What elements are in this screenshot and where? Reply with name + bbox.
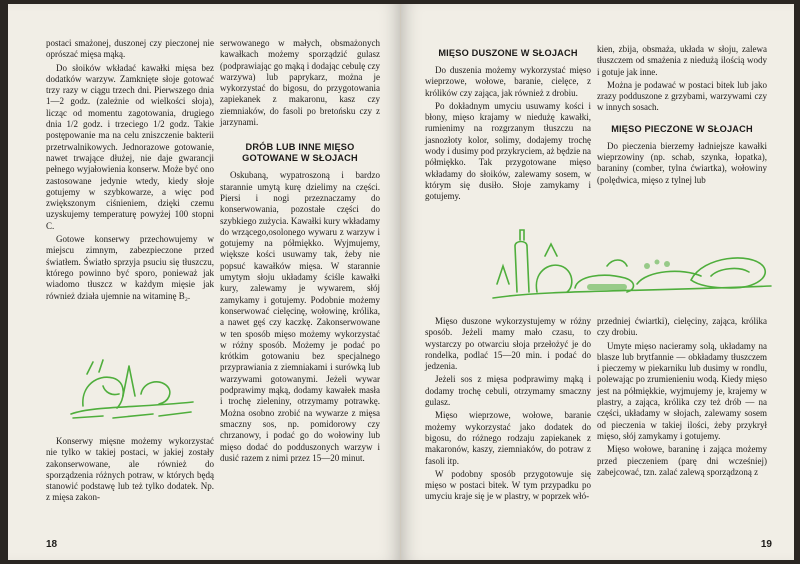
paragraph: Do słoików wkładać kawałki mięsa bez dodatków warzyw. Zamknięte słoje gotować trzy razy w ciągu trzech dni. Pierwszego dnia 1—2 godz. (zależnie od wielkości słoja), licząc od momentu zagotowania, drugiego dnia 1/2 godz. i trzeciego 1/2 godz. Takie postępowanie ma na celu zniszczenie bakterii przetrwalnikowych. Jednorazowe gotowanie, nawet trwające dłużej, nie daje gwarancji pełnego wyjałowienia konserw. Może być ono zastosowane jedynie wtedy, kiedy słoje gotujemy w szybkowarze, a więc pod zwiększonym ciśnieniem, dzięki czemu uzyskujemy temperaturę powyżej 100 stopni C. bbox=[46, 62, 214, 231]
section-heading: DRÓB LUB INNE MIĘSO GOTOWANE W SŁOJACH bbox=[242, 142, 358, 164]
right-page-column-1 bbox=[425, 44, 591, 205]
left-page bbox=[8, 4, 401, 560]
paragraph: Konserwy mięsne możemy wykorzystać nie tylko w takiej postaci, w jakiej zostały zakonserwowane, ale również do sporządzenia różnych potraw, w których będą stanowić podstawę lub też tylko dodatek. Np. z mięsa zakon- bbox=[46, 436, 214, 503]
paragraph: Można je podawać w postaci bitek lub jako zrazy podduszone z grzybami, warzywami czy w innych sosach. bbox=[597, 79, 767, 113]
paragraph: kien, zbija, obsmaża, układa w słoju, zalewa tłuszczem od smażenia z niedużą ilością wody i gotuje jak inne. bbox=[597, 44, 767, 77]
paragraph: postaci smażonej, duszonej czy pieczonej nie oprószać mięsa mąką. bbox=[46, 38, 214, 60]
paragraph: Mięso wołowe, baraninę i zająca możemy przed pieczeniem (parę dni wcześniej) zabejcować, tzn. zalać zalewą sporządzoną z bbox=[597, 444, 767, 477]
green-sketch-picnic-food-icon bbox=[487, 226, 777, 310]
paragraph: serwowanego w małych, obsmażonych kawałkach możemy sporządzić gulasz (podprawiając go mąką i dodając cebulę czy warzywa) lub paprykarz, można je wykorzystać do bigosu, do przygotowania zapiekanek z makaronu, kasz czy ziemniaków, do fasoli po bretońsku czy z jarzynami. bbox=[220, 38, 380, 128]
right-page-column-2 bbox=[597, 44, 767, 188]
page-number-right: 19 bbox=[760, 539, 772, 550]
paragraph: W podobny sposób przygotowuje się mięso w postaci bitek. W tym przypadku po umyciu kraje się je w plastry, w poprzek włó- bbox=[425, 468, 591, 502]
paragraph: Umyte mięso nacieramy solą, układamy na blasze lub brytfannie — obkładamy tłuszczem i pieczemy w piekarniku lub dusimy w rondlu, polewając po zrumienieniu wodą. Kiedy mięso jest na półmiękkie, wyjmujemy je, krajemy w plastry, a zająca, królika czy też drób — na części, układamy w słojach, zalewamy sosem od pieczenia w takiej ilości, żeby przykrył mięso, słój zamykamy i gotujemy. bbox=[597, 340, 767, 441]
left-page-column-1 bbox=[46, 38, 214, 304]
right-page-column-1-lower bbox=[425, 316, 591, 505]
paragraph: Oskubaną, wypatroszoną i bardzo starannie umytą kurę dzielimy na części. Piersi i nogi przeznaczamy do konserwowania, pozostałe części do szybkiego zużycia. Kawałki kury wkładamy do wrzącego,osolonego wywaru z warzyw i gotujemy na półmiękko. Wyjmujemy, większe kości usuwamy tak, żeby nie popsuć kawałków mięsa. W starannie umytym słoju układamy ściśle kawałki kury, zalewamy je wywarem, słój zamykamy i gotujemy. Podobnie możemy konserwować cielęcinę, wołowinę, królika, a nawet gęś czy kaczkę. Zakonserwowane w ten sposób mięso możemy wykorzystać w różny sposób. Możemy je podać po krótkim gotowaniu bez specjalnego przyprawiania z ziemniakami i surówką lub warzywami gotowanymi. Jeżeli wywar podprawimy mąką, dodamy kawałek masła i trochę zieleniny, otrzymamy potrawkę. Można osobno zrobić na wywarze z mięsa smaczny sos, np. pomidorowy czy chrzanowy, i podać go do wołowiny lub mięso dodać do podduszonych warzyw i dusić razem z nimi przez 15—20 minut. bbox=[220, 170, 380, 463]
paragraph: Mięso wieprzowe, wołowe, baranie możemy wykorzystać jako dodatek do bigosu, do różnego rodzaju zapiekanek z makaronów, kaszy, ziemniaków, do potraw z fasoli itp. bbox=[425, 410, 591, 466]
left-page-column-1-continued bbox=[46, 436, 214, 506]
paragraph: Do pieczenia bierzemy ładniejsze kawałki wieprzowiny (np. schab, szynka, łopatka), baraniny (comber, tylna ćwiartka), wołowiny (polędwica, mięso z tylnej lub bbox=[597, 140, 767, 185]
section-heading: MIĘSO PIECZONE W SŁOJACH bbox=[611, 123, 753, 134]
paragraph: Gotowe konserwy przechowujemy w miejscu zimnym, zabezpieczone przed światłem. Światło sprzyja psuciu się tłuszczu, którego powinno być sporo, ponieważ jak wiadomo tłuszcz w każdym mięsie jak również działa ujemnie na witaminę B₂. bbox=[46, 234, 214, 301]
right-page-column-2-lower bbox=[597, 316, 767, 480]
book-spread bbox=[8, 4, 794, 560]
paragraph: Mięso duszone wykorzystujemy w różny sposób. Jeżeli mamy mało czasu, to wystarczy po otwarciu słoja przełożyć je do rondelka, podlać 15—20 min. i podać do jedzenia. bbox=[425, 316, 591, 372]
left-page-column-2 bbox=[220, 38, 380, 466]
paragraph: Jeżeli sos z mięsa podprawimy mąką i dodamy trochę cebuli, otrzymamy smaczny gulasz. bbox=[425, 374, 591, 408]
paragraph: przedniej ćwiartki), cielęciny, zająca, królika czy drobiu. bbox=[597, 316, 767, 338]
section-heading: MIĘSO DUSZONE W SŁOJACH bbox=[438, 48, 578, 58]
paragraph: Po dokładnym umyciu usuwamy kości i błony, mięso krajamy w niedużę kawałki, rumienimy na rozgrzanym tłuszczu na jasnozłoty kolor, solimy, dodajemy trochę wody i dusimy pod przykryciem, aż będzie na półmiękko. Tak przygotowane mięso wkładamy do słoików, zalewamy sosem, w którym się dusiło. Słoje zamykamy i gotujemy. bbox=[425, 100, 591, 202]
right-page bbox=[401, 4, 794, 560]
paragraph: Do duszenia możemy wykorzystać mięso wieprzowe, wołowe, baranie, cielęce, z królików czy zająca, jak również z drobiu. bbox=[425, 65, 591, 98]
green-sketch-still-life-icon bbox=[63, 356, 203, 426]
page-number-left: 18 bbox=[46, 539, 58, 550]
